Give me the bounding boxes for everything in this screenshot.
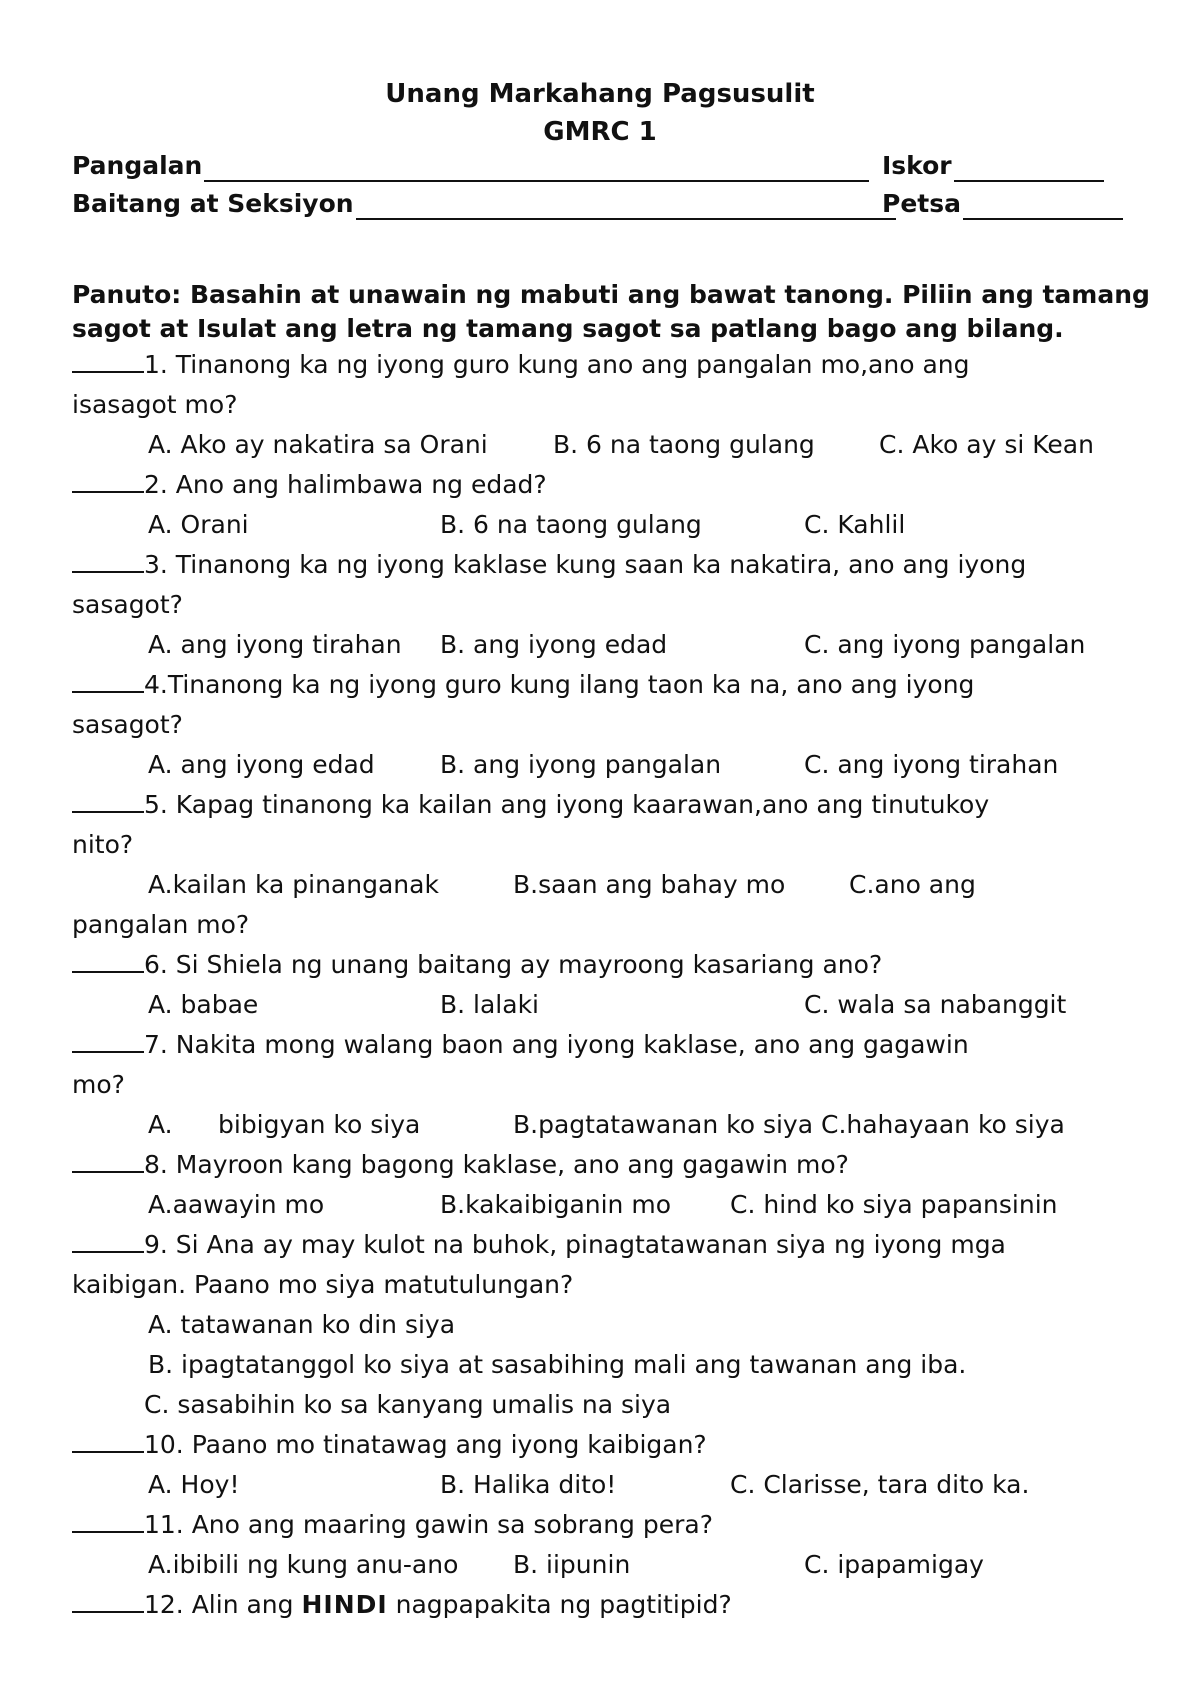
score-field: [882, 150, 1104, 182]
question-4: 4.Tinanong ka ng iyong guro kung ilang taon ka na, ano ang iyong: [72, 668, 1142, 702]
question-6-options: [0, 988, 1200, 1022]
answer-blank[interactable]: [72, 669, 144, 693]
option-b: B. ang iyong edad: [440, 630, 668, 659]
option-a-letter: A.: [148, 1110, 173, 1139]
question-5-cont: nito?: [72, 830, 134, 859]
question-9-cont: kaibigan. Paano mo siya matutulungan?: [72, 1270, 574, 1299]
option-a: A.ibibili ng kung anu-ano: [148, 1550, 459, 1579]
option-b: B.kakaibiganin mo: [440, 1190, 671, 1219]
question-11-options: [0, 1548, 1200, 1582]
name-label: Pangalan: [72, 151, 203, 180]
option-a: A. Hoy!: [148, 1470, 240, 1499]
emphasis-word: HINDI: [301, 1590, 388, 1619]
option-a: A. babae: [148, 990, 259, 1019]
question-9-option-b: B. ipagtatanggol ko siya at sasabihing mali ang tawanan ang iba.: [148, 1350, 967, 1379]
option-a: A. ang iyong edad: [148, 750, 375, 779]
answer-blank[interactable]: [72, 1589, 144, 1613]
question-10: 10. Paano mo tinatawag ang iyong kaibigan?: [72, 1428, 1142, 1462]
option-c: C. Clarisse, tara dito ka.: [730, 1470, 1030, 1499]
question-10-options: [0, 1468, 1200, 1502]
option-a: bibigyan ko siya: [218, 1110, 421, 1139]
option-c: C. ang iyong pangalan: [804, 630, 1086, 659]
option-a: A.kailan ka pinanganak: [148, 870, 439, 899]
question-7: 7. Nakita mong walang baon ang iyong kaklase, ano ang gagawin: [72, 1028, 1142, 1062]
question-9: 9. Si Ana ay may kulot na buhok, pinagtatawanan siya ng iyong mga: [72, 1228, 1142, 1262]
option-c: C. hind ko siya papansinin: [730, 1190, 1058, 1219]
question-12: 12. Alin ang HINDI nagpapakita ng pagtitipid?: [72, 1588, 1142, 1622]
question-8: 8. Mayroon kang bagong kaklase, ano ang gagawin mo?: [72, 1148, 1142, 1182]
option-b: B. lalaki: [440, 990, 539, 1019]
option-a: A. ang iyong tirahan: [148, 630, 402, 659]
name-blank[interactable]: [204, 156, 869, 182]
option-b: B. 6 na taong gulang: [553, 430, 815, 459]
option-a: A.aawayin mo: [148, 1190, 325, 1219]
answer-blank[interactable]: [72, 1229, 144, 1253]
score-label: Iskor: [882, 151, 952, 180]
exam-title: Unang Markahang Pagsusulit: [385, 79, 815, 109]
option-c: C. ipapamigay: [804, 1550, 984, 1579]
option-b-c: B.pagtatawanan ko siya C.hahayaan ko siya: [513, 1110, 1065, 1139]
answer-blank[interactable]: [72, 1029, 144, 1053]
instructions: Panuto: Basahin at unawain ng mabuti ang bawat tanong. Piliin ang tamang sagot at Isulat ang letra ng tamang sagot sa patlang bago ang bilang.: [72, 280, 1150, 343]
answer-blank[interactable]: [72, 469, 144, 493]
date-field: [882, 188, 1123, 220]
option-b: B. ang iyong pangalan: [440, 750, 722, 779]
question-1-cont: isasagot mo?: [72, 390, 238, 419]
question-3-cont: sasagot?: [72, 590, 183, 619]
answer-blank[interactable]: [72, 549, 144, 573]
name-field: [72, 150, 869, 182]
question-11: 11. Ano ang maaring gawin sa sobrang pera?: [72, 1508, 1142, 1542]
answer-blank[interactable]: [72, 1429, 144, 1453]
question-9-option-c: C. sasabihin ko sa kanyang umalis na siya: [144, 1390, 672, 1419]
score-blank[interactable]: [954, 156, 1104, 182]
grade-section-field: [72, 188, 896, 220]
option-c: C.ano ang: [849, 870, 976, 899]
exam-subject: GMRC 1: [543, 117, 657, 147]
answer-blank[interactable]: [72, 949, 144, 973]
question-4-options: [0, 748, 1200, 782]
answer-blank[interactable]: [72, 349, 144, 373]
date-blank[interactable]: [963, 194, 1123, 220]
question-5: 5. Kapag tinanong ka kailan ang iyong kaarawan,ano ang tinutukoy: [72, 788, 1142, 822]
option-a: A. Ako ay nakatira sa Orani: [148, 430, 488, 459]
question-9-option-a: A. tatawanan ko din siya: [148, 1310, 456, 1339]
option-c: C. Ako ay si Kean: [879, 430, 1094, 459]
grade-section-blank[interactable]: [356, 194, 896, 220]
option-c: C. Kahlil: [804, 510, 906, 539]
option-c: C. ang iyong tirahan: [804, 750, 1059, 779]
question-3: 3. Tinanong ka ng iyong kaklase kung saan ka nakatira, ano ang iyong: [72, 548, 1142, 582]
date-label: Petsa: [882, 189, 961, 218]
option-a: A. Orani: [148, 510, 249, 539]
question-4-cont: sasagot?: [72, 710, 183, 739]
answer-blank[interactable]: [72, 1149, 144, 1173]
option-c: C. wala sa nabanggit: [804, 990, 1067, 1019]
answer-blank[interactable]: [72, 789, 144, 813]
option-b: B. 6 na taong gulang: [440, 510, 702, 539]
answer-blank[interactable]: [72, 1509, 144, 1533]
option-b: B.saan ang bahay mo: [513, 870, 786, 899]
question-2: 2. Ano ang halimbawa ng edad?: [72, 468, 1142, 502]
question-1-options: [0, 428, 1200, 462]
grade-section-label: Baitang at Seksiyon: [72, 189, 354, 218]
question-3-options: [0, 628, 1200, 662]
question-5-options: [0, 868, 1200, 902]
option-b: B. Halika dito!: [440, 1470, 617, 1499]
question-5-option-c-cont: pangalan mo?: [72, 910, 250, 939]
question-7-options: [0, 1108, 1200, 1142]
question-8-options: [0, 1188, 1200, 1222]
question-6: 6. Si Shiela ng unang baitang ay mayroong kasariang ano?: [72, 948, 1142, 982]
option-b: B. iipunin: [513, 1550, 631, 1579]
question-1: 1. Tinanong ka ng iyong guro kung ano ang pangalan mo,ano ang: [72, 348, 1142, 382]
question-2-options: [0, 508, 1200, 542]
question-7-cont: mo?: [72, 1070, 125, 1099]
